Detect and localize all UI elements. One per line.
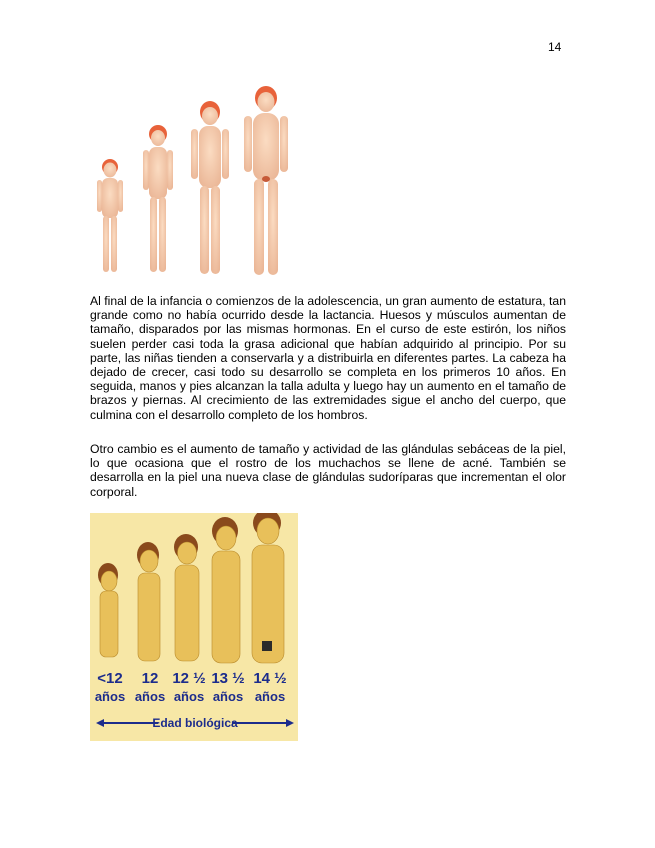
age-label-2-unit: años bbox=[134, 689, 166, 704]
girl-figure-1 bbox=[97, 159, 123, 272]
girl-figure-4 bbox=[244, 86, 288, 275]
boy-figure-2 bbox=[137, 542, 160, 661]
age-label-5-unit: años bbox=[254, 689, 286, 704]
age-label-1-unit: años bbox=[94, 689, 126, 704]
age-label-3-unit: años bbox=[173, 689, 205, 704]
age-label-4-unit: años bbox=[212, 689, 244, 704]
age-label-2-num: 12 bbox=[141, 670, 159, 687]
boy-figure-4 bbox=[212, 517, 240, 663]
age-label-3-num: 12 ½ bbox=[172, 670, 206, 687]
boy-figure-3 bbox=[174, 534, 199, 661]
body-paragraph-2: Otro cambio es el aumento de tamaño y actividad de las glándulas sebáceas de la piel, lo que ocasiona que el rostro de los muchachos se llene de acné. También se desarrolla en la piel una nueva clase de glándulas sudoríparas que incrementan el olor corporal. bbox=[90, 442, 566, 499]
girl-figure-2 bbox=[143, 125, 173, 272]
biological-age-label: Edad biológica bbox=[152, 716, 238, 730]
boys-biological-age-illustration bbox=[90, 513, 298, 741]
girl-figure-3 bbox=[191, 101, 229, 274]
age-label-1-num: <12 bbox=[97, 670, 123, 687]
boy-figure-1 bbox=[98, 563, 118, 657]
page-number: 14 bbox=[548, 40, 562, 54]
age-label-4-num: 13 ½ bbox=[211, 670, 245, 687]
body-paragraph-1: Al final de la infancia o comienzos de la adolescencia, un gran aumento de estatura, tan grande como no había ocurrido desde la lactancia. Huesos y músculos aumentan de tamaño, disparados por las mismas hormonas. En el curso de este estirón, los niños suelen perder casi toda la grasa adicional que habían adquirido al principio. Por su parte, las niñas tienden a conservarla y a distribuirla en diferentes partes. La cabeza ha dejado de crecer, casi todo su desarrollo se completa en los primeros 10 años. En seguida, manos y pies alcanzan la talla adulta y luego hay un aumento en el tamaño de brazos y piernas. Al crecimiento de las extremidades sigue el ancho del cuerpo, que culmina con el desarrollo completo de los hombros. bbox=[90, 294, 566, 422]
girls-growth-illustration bbox=[86, 82, 298, 278]
age-label-5-num: 14 ½ bbox=[253, 670, 287, 687]
